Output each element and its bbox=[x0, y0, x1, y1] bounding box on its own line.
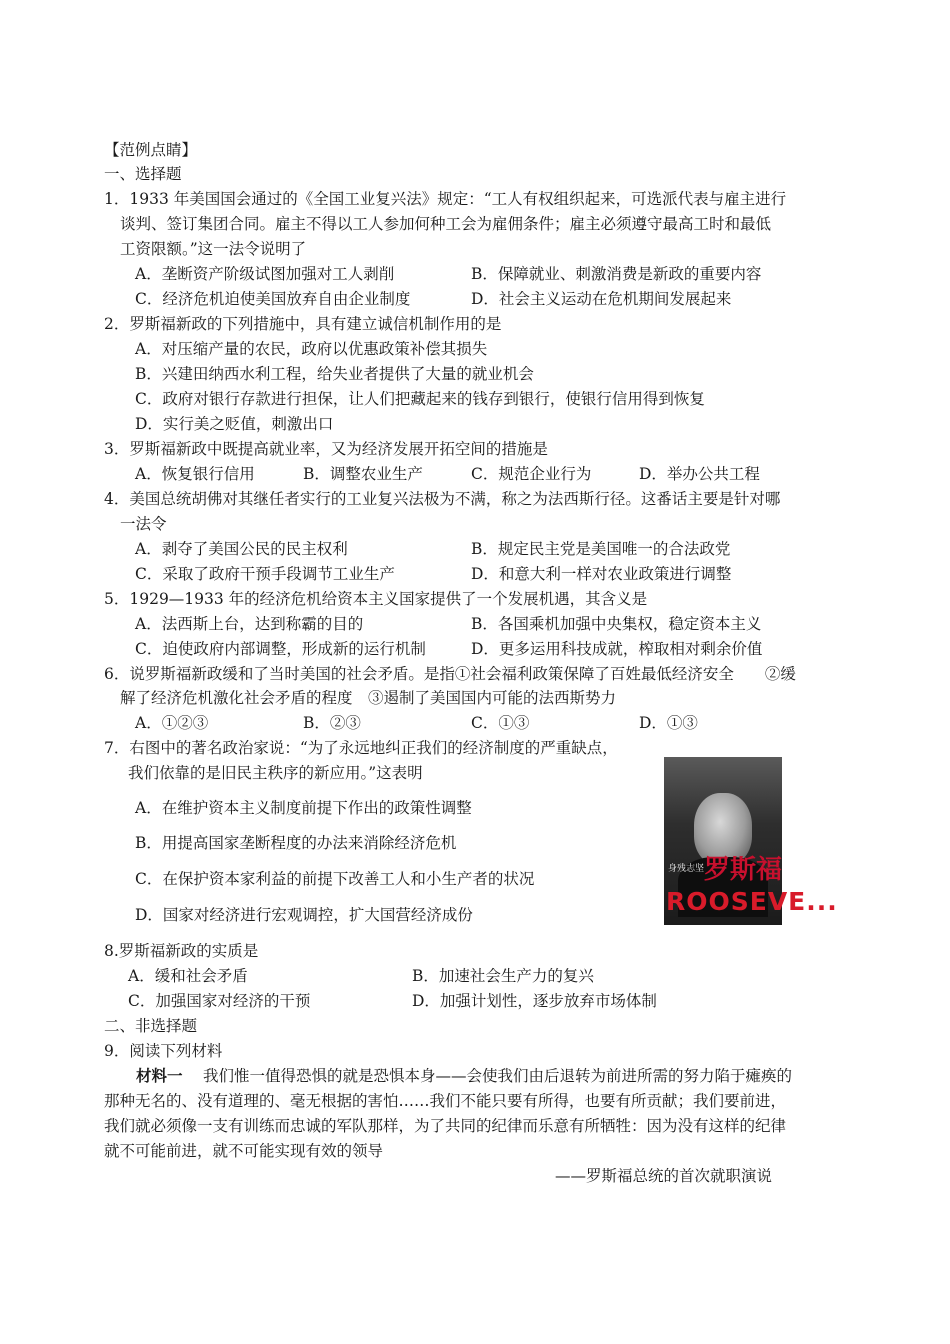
q7-stem-line1: 7．右图中的著名政治家说：“为了永远地纠正我们的经济制度的严重缺点， bbox=[104, 739, 618, 757]
q6-stem-line1: 6．说罗斯福新政缓和了当时美国的社会矛盾。是指①社会福利政策保障了百姓最低经济安全 ②缓 bbox=[104, 665, 796, 683]
cover-name: 罗斯福 bbox=[704, 855, 783, 885]
material-one-line4: 就不可能前进，就不可能实现有效的领导 bbox=[104, 1142, 384, 1160]
q5-option-b: B．各国乘机加强中央集权，稳定资本主义 bbox=[471, 615, 762, 633]
roosevelt-book-cover-image bbox=[664, 757, 838, 925]
q6-option-c: C．①③ bbox=[471, 714, 530, 732]
q7-stem-line2: 我们依靠的是旧民主秩序的新应用。”这表明 bbox=[128, 764, 423, 782]
q6-option-b: B．②③ bbox=[303, 714, 361, 732]
material-one-source: ——罗斯福总统的首次就职演说 bbox=[555, 1167, 773, 1185]
cover-subtitle: 身残志坚 bbox=[668, 864, 705, 874]
q5-stem: 5．1929—1933 年的经济危机给资本主义国家提供了一个发展机遇，其含义是 bbox=[104, 590, 648, 608]
q7-option-a: A．在维护资本主义制度前提下作出的政策性调整 bbox=[135, 799, 472, 817]
q9-stem: 9．阅读下列材料 bbox=[104, 1042, 223, 1060]
q4-option-c: C．采取了政府干预手段调节工业生产 bbox=[135, 565, 395, 583]
q4-stem-line2: 一法令 bbox=[120, 515, 167, 533]
q7-option-b: B．用提高国家垄断程度的办法来消除经济危机 bbox=[135, 834, 457, 852]
q5-option-c: C．迫使政府内部调整，形成新的运行机制 bbox=[135, 640, 426, 658]
q7-option-d: D．国家对经济进行宏观调控，扩大国营经济成份 bbox=[135, 906, 473, 924]
q4-stem-line1: 4．美国总统胡佛对其继任者实行的工业复兴法极为不满，称之为法西斯行径。这番话主要是针对哪 bbox=[104, 490, 781, 508]
q1-stem-line3: 工资限额。”这一法令说明了 bbox=[120, 240, 307, 258]
q1-option-a: A．垄断资产阶级试图加强对工人剥削 bbox=[135, 265, 395, 283]
material-one-label: 材料一 bbox=[136, 1066, 183, 1085]
q8-stem: 8.罗斯福新政的实质是 bbox=[104, 942, 259, 960]
q8-option-c: C．加强国家对经济的干预 bbox=[128, 992, 311, 1010]
section-heading: 【范例点睛】 bbox=[104, 141, 198, 159]
q6-option-a: A．①②③ bbox=[135, 714, 209, 732]
q1-option-c: C．经济危机迫使美国放弃自由企业制度 bbox=[135, 290, 411, 308]
part1-heading: 一、选择题 bbox=[104, 165, 182, 183]
q6-option-d: D．①③ bbox=[639, 714, 698, 732]
q4-option-a: A．剥夺了美国公民的民主权利 bbox=[135, 540, 348, 558]
q2-option-b: B．兴建田纳西水利工程，给失业者提供了大量的就业机会 bbox=[135, 365, 534, 383]
q3-stem: 3．罗斯福新政中既提高就业率，又为经济发展开拓空间的措施是 bbox=[104, 440, 548, 458]
q2-option-a: A．对压缩产量的农民，政府以优惠政策补偿其损失 bbox=[135, 340, 488, 358]
q7-option-c: C．在保护资本家利益的前提下改善工人和小生产者的状况 bbox=[135, 870, 535, 888]
material-one-line2: 那种无名的、没有道理的、毫无根据的害怕……我们不能只要有所得，也要有所贡献；我们要前进， bbox=[104, 1092, 787, 1110]
q4-option-d: D．和意大利一样对农业政策进行调整 bbox=[471, 565, 732, 583]
q3-option-c: C．规范企业行为 bbox=[471, 465, 592, 483]
q3-option-d: D．举办公共工程 bbox=[639, 465, 760, 483]
q1-stem-line2: 谈判、签订集团合同。雇主不得以工人参加何种工会为雇佣条件；雇主必须遵守最高工时和最低 bbox=[120, 215, 772, 233]
q8-option-a: A．缓和社会矛盾 bbox=[128, 967, 248, 985]
q4-option-b: B．规定民主党是美国唯一的合法政党 bbox=[471, 540, 731, 558]
q3-option-a: A．恢复银行信用 bbox=[135, 465, 255, 483]
q8-option-b: B．加速社会生产力的复兴 bbox=[412, 967, 594, 985]
part2-heading: 二、非选择题 bbox=[104, 1017, 198, 1035]
q5-option-d: D．更多运用科技成就，榨取相对剩余价值 bbox=[471, 640, 763, 658]
q5-option-a: A．法西斯上台，达到称霸的目的 bbox=[135, 615, 364, 633]
material-one-line1: 我们惟一值得恐惧的就是恐惧本身——会使我们由后退转为前进所需的努力陷于瘫痪的 bbox=[203, 1067, 793, 1085]
q2-option-d: D．实行美之贬值，刺激出口 bbox=[135, 415, 334, 433]
material-one-line3: 我们就必须像一支有训练而忠诚的军队那样，为了共同的纪律而乐意有所牺牲：因为没有这样的纪律 bbox=[104, 1117, 787, 1135]
q6-stem-line2: 解了经济危机激化社会矛盾的程度 ③遏制了美国国内可能的法西斯势力 bbox=[120, 689, 617, 707]
q1-option-b: B．保障就业、刺激消费是新政的重要内容 bbox=[471, 265, 762, 283]
q8-option-d: D．加强计划性，逐步放弃市场体制 bbox=[412, 992, 657, 1010]
q3-option-b: B．调整农业生产 bbox=[303, 465, 423, 483]
cover-latin-name: ROOSEVE... bbox=[666, 887, 838, 916]
q1-stem-line1: 1．1933 年美国国会通过的《全国工业复兴法》规定：“工人有权组织起来，可选派代表与雇主进行 bbox=[104, 190, 787, 208]
q2-stem: 2．罗斯福新政的下列措施中，具有建立诚信机制作用的是 bbox=[104, 315, 502, 333]
q1-option-d: D．社会主义运动在危机期间发展起来 bbox=[471, 290, 732, 308]
q2-option-c: C．政府对银行存款进行担保，让人们把藏起来的钱存到银行，使银行信用得到恢复 bbox=[135, 390, 705, 408]
